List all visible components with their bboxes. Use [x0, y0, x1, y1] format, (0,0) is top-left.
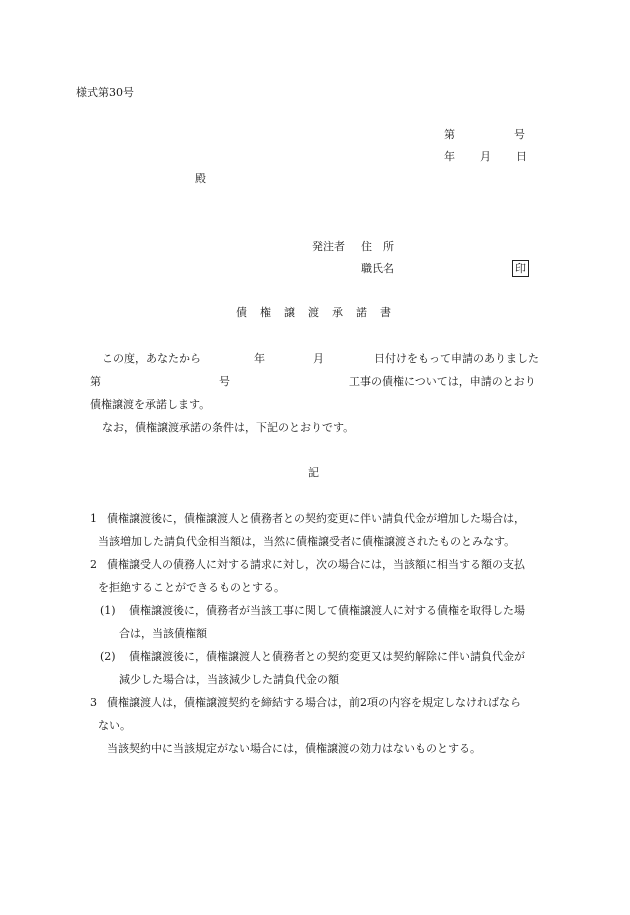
ki-heading: 記 — [308, 466, 319, 479]
issuer-role: 発注者 — [312, 240, 345, 253]
condition-2-sub1-line2: 合は，当該債権額 — [119, 627, 207, 640]
condition-3-line1: 債権譲渡人は，債権譲渡契約を締結する場合は，前2項の内容を規定しなければなら — [107, 696, 521, 709]
condition-3-line3: 当該契約中に当該規定がない場合には，債権譲渡の効力はないものとする。 — [107, 742, 481, 755]
condition-3-line2: ない。 — [98, 719, 131, 732]
condition-2-sub2-line1: 債権譲渡後に，債権譲渡人と債務者との契約変更又は契約解除に伴い請負代金が — [129, 650, 525, 663]
condition-2-sub2-line2: 減少した場合は，当該減少した請負代金の額 — [119, 673, 339, 686]
condition-2-line2: を拒絶することができるものとする。 — [98, 581, 285, 594]
document-title: 債 権 譲 渡 承 諾 書 — [236, 306, 392, 319]
issuer-address-label: 住 所 — [361, 240, 394, 253]
condition-2-line1: 債権譲受人の債務人に対する請求に対し，次の場合には，当該額に相当する額の支払 — [107, 558, 525, 571]
date-year: 年 — [444, 150, 455, 163]
condition-1-line2: 当該増加した請負代金相当額は，当然に債権譲受者に債権譲渡されたものとみなす。 — [98, 535, 516, 548]
form-number: 様式第30号 — [76, 86, 134, 99]
body-line1-end: 日付けをもって申請のありました — [374, 352, 539, 365]
body-line1-year: 年 — [254, 352, 265, 365]
doc-number-prefix: 第 — [444, 128, 455, 141]
body-line4: なお，債権譲渡承諾の条件は，下記のとおりです。 — [102, 421, 355, 434]
condition-2-sub1-number: (1) — [100, 604, 116, 617]
condition-2-number: 2 — [90, 558, 97, 571]
body-line1-month: 月 — [313, 352, 324, 365]
body-line3: 債権譲渡を承諾します。 — [90, 398, 211, 411]
body-line1-start: この度，あなたから — [102, 352, 201, 365]
condition-2-sub1-line1: 債権譲渡後に，債務者が当該工事に関して債権譲渡人に対する債権を取得した場 — [129, 604, 525, 617]
issuer-name-label: 職氏名 — [361, 262, 394, 275]
body-line2-end: 工事の債権については，申請のとおり — [349, 375, 536, 388]
date-month: 月 — [480, 150, 491, 163]
seal-box: 印 — [512, 260, 529, 277]
condition-1-number: 1 — [90, 512, 97, 525]
condition-3-number: 3 — [90, 696, 97, 709]
condition-2-sub2-number: (2) — [100, 650, 116, 663]
addressee-suffix: 殿 — [195, 172, 206, 185]
doc-number-suffix: 号 — [514, 128, 525, 141]
body-line2-number: 号 — [219, 375, 230, 388]
body-line2-prefix: 第 — [90, 375, 101, 388]
date-day: 日 — [516, 150, 527, 163]
condition-1-line1: 債権譲渡後に，債権譲渡人と債務者との契約変更に伴い請負代金が増加した場合は， — [107, 512, 525, 525]
